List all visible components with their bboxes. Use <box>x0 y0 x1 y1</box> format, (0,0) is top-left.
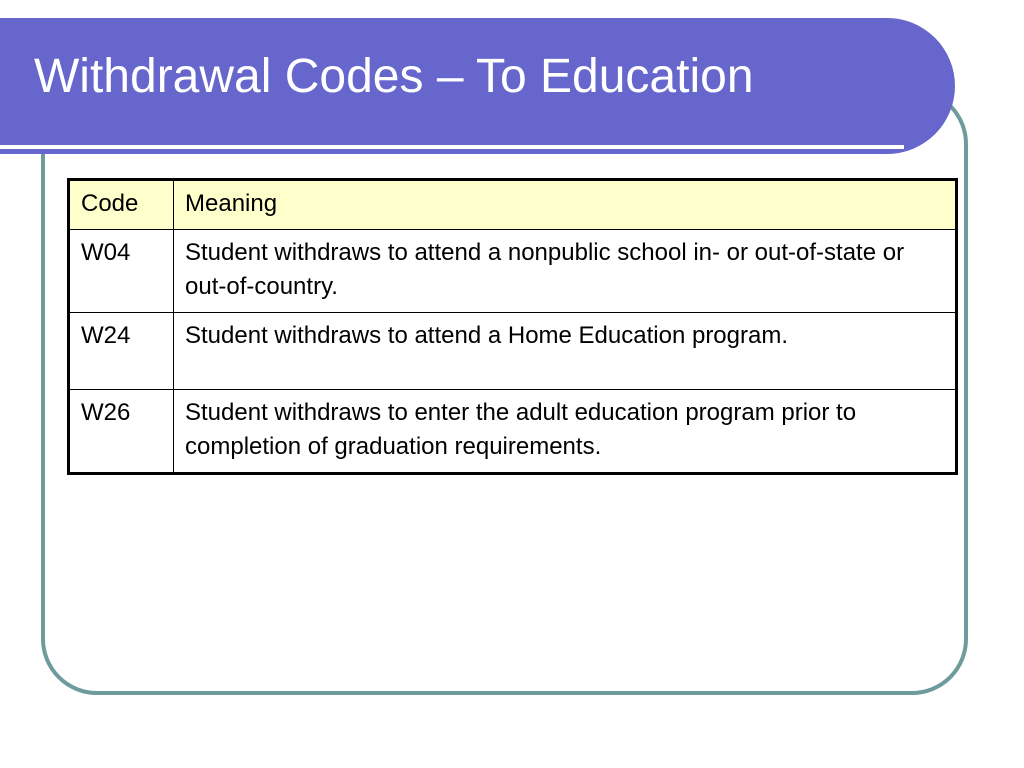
code-cell: W24 <box>69 313 174 390</box>
code-cell: W04 <box>69 230 174 313</box>
table-row <box>69 390 957 474</box>
meaning-cell: Student withdraws to enter the adult education program prior to completion of graduation requirements. <box>174 390 957 474</box>
table-header-row <box>69 180 957 230</box>
code-cell: W26 <box>69 390 174 474</box>
meaning-cell: Student withdraws to attend a nonpublic school in- or out-of-state or out-of-country. <box>174 230 957 313</box>
table-row <box>69 313 957 390</box>
slide-title: Withdrawal Codes – To Education <box>34 50 754 103</box>
header-meaning: Meaning <box>174 180 957 230</box>
title-underline-rule <box>0 145 904 149</box>
meaning-cell: Student withdraws to attend a Home Education program. <box>174 313 957 390</box>
header-code: Code <box>69 180 174 230</box>
table-row <box>69 230 957 313</box>
withdrawal-codes-table <box>67 178 958 475</box>
